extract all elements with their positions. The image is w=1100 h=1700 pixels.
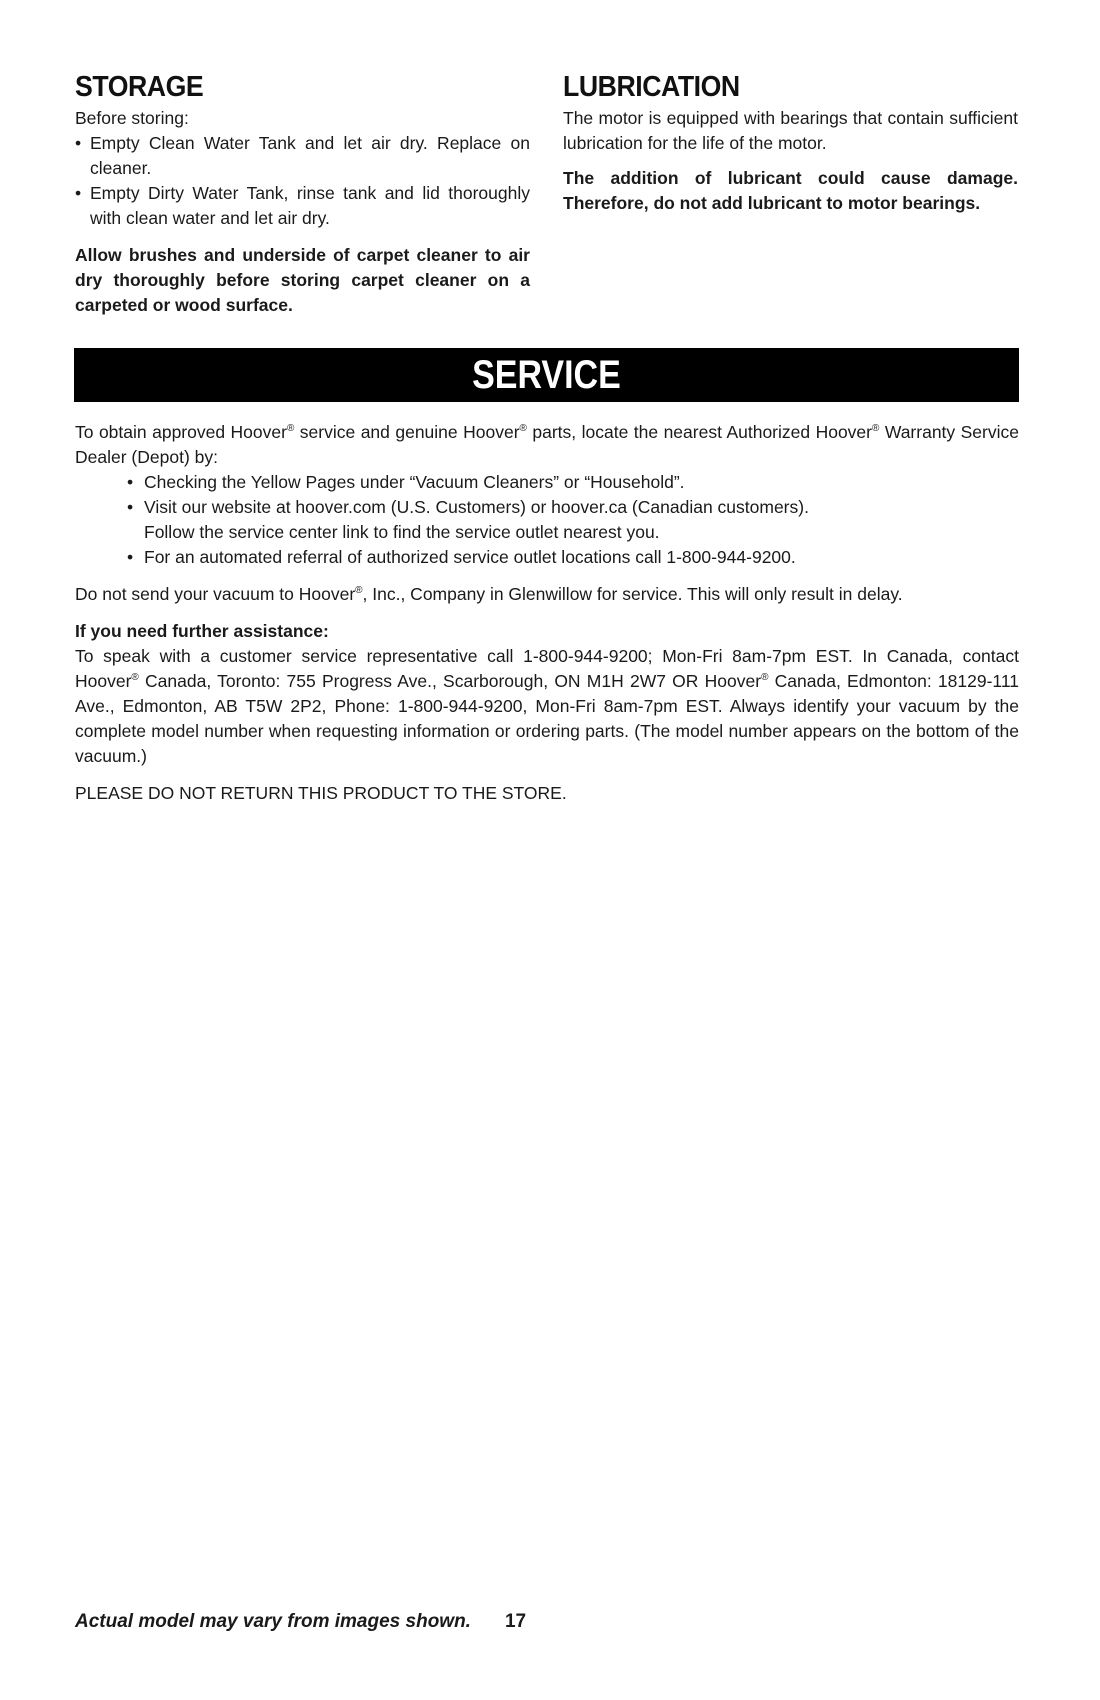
lubrication-body: The motor is equipped with bearings that contain sufficient lubrication for the life of the motor.	[563, 108, 1018, 153]
lubrication-heading: LUBRICATION	[563, 71, 740, 103]
service-do-not-send: Do not send your vacuum to Hoover®, Inc., Company in Glenwillow for service. This will only result in delay.	[75, 584, 903, 604]
page-footer	[75, 1610, 526, 1634]
page-number: 17	[504, 1611, 527, 1632]
lubrication-section	[563, 70, 1018, 216]
storage-bullet-list	[75, 131, 530, 231]
service-section	[75, 420, 1019, 806]
storage-warning: Allow brushes and underside of carpet cleaner to air dry thoroughly before storing carpet cleaner on a carpeted or wood surface.	[75, 245, 530, 315]
footer-caption: Actual model may vary from images shown.	[75, 1611, 471, 1632]
service-banner-title: SERVICE	[472, 353, 621, 397]
service-banner	[74, 348, 1019, 402]
service-bullet-website: • Visit our website at hoover.com (U.S. Customers) or hoover.ca (Canadian customers). Follow the service center link to find the service outlet nearest you.	[127, 495, 1019, 545]
lubrication-warning: The addition of lubricant could cause damage. Therefore, do not add lubricant to motor bearings.	[563, 168, 1018, 213]
storage-intro: Before storing:	[75, 108, 189, 128]
storage-bullet-clean-tank: • Empty Clean Water Tank and let air dry. Replace on cleaner.	[75, 131, 530, 181]
service-bullet-list	[127, 470, 1019, 570]
service-bullet-yellow-pages: • Checking the Yellow Pages under “Vacuum Cleaners” or “Household”.	[127, 470, 1019, 495]
assistance-heading: If you need further assistance:	[75, 621, 329, 641]
service-intro: To obtain approved Hoover® service and genuine Hoover® parts, locate the nearest Authorized Hoover® Warranty Service Dealer (Depot) by:	[75, 422, 1019, 467]
storage-bullet-dirty-tank: • Empty Dirty Water Tank, rinse tank and lid thoroughly with clean water and let air dry.	[75, 181, 530, 231]
service-bullet-phone-referral: • For an automated referral of authorized service outlet locations call 1-800-944-9200.	[127, 545, 1019, 570]
assistance-body: To speak with a customer service representative call 1-800-944-9200; Mon-Fri 8am-7pm EST. In Canada, contact Hoover® Canada, Toronto: 755 Progress Ave., Scarborough, ON M1H 2W7 OR Hoover® Canada, Edmonton: 18129-111 Ave., Edmonton, AB T5W 2P2, Phone: 1-800-944-9200, Mon-Fri 8am-7pm EST. Always identify your vacuum by the complete model number when requesting information or ordering parts. (The model number appears on the bottom of the vacuum.)	[75, 646, 1019, 766]
storage-section	[75, 70, 530, 318]
return-notice: PLEASE DO NOT RETURN THIS PRODUCT TO THE STORE.	[75, 783, 567, 803]
storage-heading: STORAGE	[75, 71, 204, 103]
